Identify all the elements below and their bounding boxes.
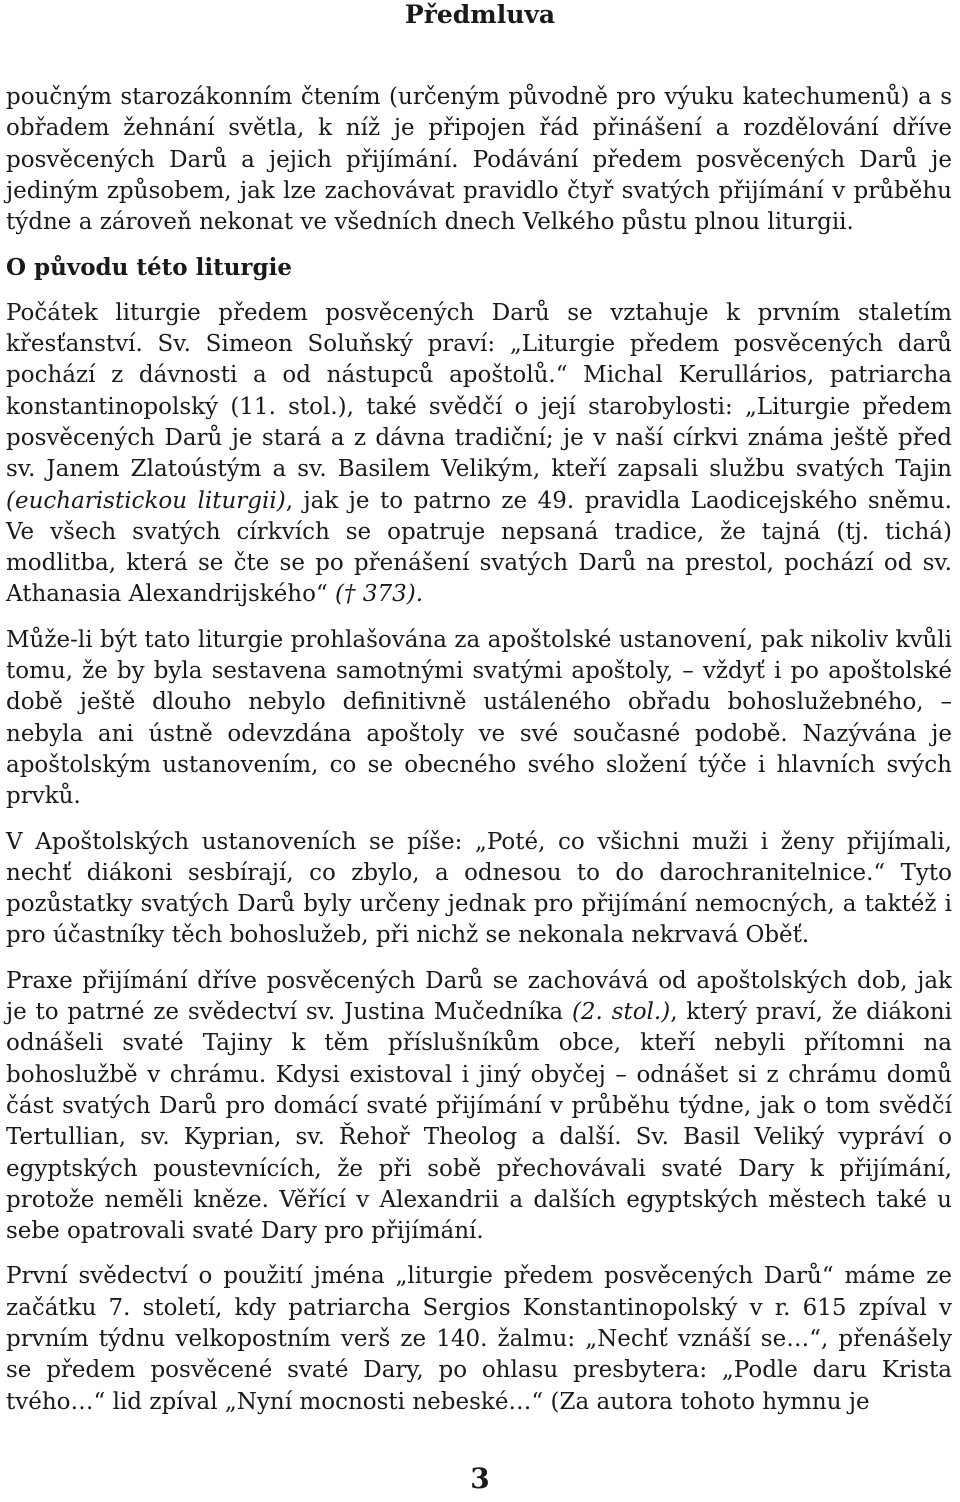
body-text [6, 82, 952, 1432]
paragraph-practice-text-a: Praxe přijímání dříve posvěcených Darů se zachovává od apoštolských dob, jak je to patrné ze svědectví sv. Justina Mučedníka [6, 967, 952, 1026]
paragraph-practice [6, 966, 952, 1248]
paragraph-apostolic: Může-li být tato liturgie prohlašována za apoštolské ustanovení, pak nikoliv kvůli tomu, že by byla sestavena samotnými svatými apoštoly, – vždyť i po apoštolské době ještě dlouho nebylo definitivně ustáleného obřadu bohoslužebného, – nebyla ani ústně odevzdána apoštoly ve své současné podobě. Nazývána je apoštolským ustanovením, co se obecného svého složení týče i hlavních svých prvků. [6, 626, 952, 810]
paragraph-origin-text-c: , jak je to patrno ze 49. pravidla Laodicejského sněmu. Ve všech svatých církvích se opatruje nepsaná tradice, že tajná (tj. tichá) modlitba, která se čte se po přenášení svatých Darů na prestol, pochází od sv. Athanasia Alexandrijského“ [6, 487, 952, 608]
page-number: 3 [470, 1462, 490, 1495]
paragraph-origin-text-a: Počátek liturgie předem posvěcených Darů se vztahuje k prvním staletím křesťanství. Sv. Simeon Soluňský praví: „Liturgie předem posvěcených darů pochází z dávnosti a od nástupců apoštolů.“ Michal Kerullários, patriarcha konstantinopolský (11. stol.), také svědčí o její starobylosti: „Liturgie předem posvěcených Darů je stará a z dávna tradiční; je v naší církvi známa ještě před sv. Janem Zlatoústým a sv. Basilem Velikým, kteří zapsali službu svatých Tajin [6, 299, 952, 483]
section-heading: O původu této liturgie [6, 254, 292, 282]
paragraph-origin [6, 298, 952, 611]
page-header-title: Předmluva [404, 0, 556, 29]
paragraph-constitutions: V Apoštolských ustanoveních se píše: „Poté, co všichni muži i ženy přijímali, nechť diákoni sesbírají, co zbylo, a odnesou to do darochranitelnice.“ Tyto pozůstatky svatých Darů byly určeny jednak pro přijímání nemocných, a taktéž i pro účastníky těch bohoslužeb, při nichž se nekonala nekrvavá Oběť. [6, 828, 952, 949]
paragraph-practice-italic-b: (2. stol.) [571, 999, 671, 1026]
paragraph-origin-italic-d: († 373). [335, 581, 424, 608]
intro-paragraph: poučným starozákonním čtením (určeným původně pro výuku katechumenů) a s obřadem žehnání světla, k níž je připojen řád přinášení a rozdělování dříve posvěcených Darů a jejich přijímání. Podávání předem posvěcených Darů je jediným způsobem, jak lze zachovávat pravidlo čtyř svatých přijímání v průběhu týdne a zároveň nekonat ve všedních dnech Velkého půstu plnou liturgii. [6, 84, 952, 236]
paragraph-first-testimony: První svědectví o použití jména „liturgie předem posvěcených Darů“ máme ze začátku 7. století, kdy patriarcha Sergios Konstantinopolský v r. 615 zpíval v prvním týdnu velkopostním verš ze 140. žalmu: „Nechť vznáší se…“, přenášely se předem posvěcené svaté Dary, po ohlasu presbytera: „Podle daru Krista tvého…“ lid zpíval „Nyní mocnosti nebeské…“ (Za autora tohoto hymnu je [6, 1263, 952, 1415]
paragraph-practice-text-c: , který praví, že diákoni odnášeli svaté Tajiny k těm příslušníkům obce, kteří nebyli přítomni na bohoslužbě v chrámu. Kdysi existoval i jiný obyčej – odnášet si z chrámu domů část svatých Darů pro domácí svaté přijímání v průběhu týdne, jak o tom svědčí Tertullian, sv. Kyprian, sv. Řehoř Theolog a další. Sv. Basil Veliký vypráví o egyptských poustevnících, že při sobě přechovávali svaté Dary k přijímání, protože neměli kněze. Věřící v Alexandrii a dalších egyptských městech také u sebe opatrovali svaté Dary pro přijímání. [6, 999, 952, 1245]
paragraph-origin-italic-b: (eucharistickou liturgii) [6, 487, 286, 514]
